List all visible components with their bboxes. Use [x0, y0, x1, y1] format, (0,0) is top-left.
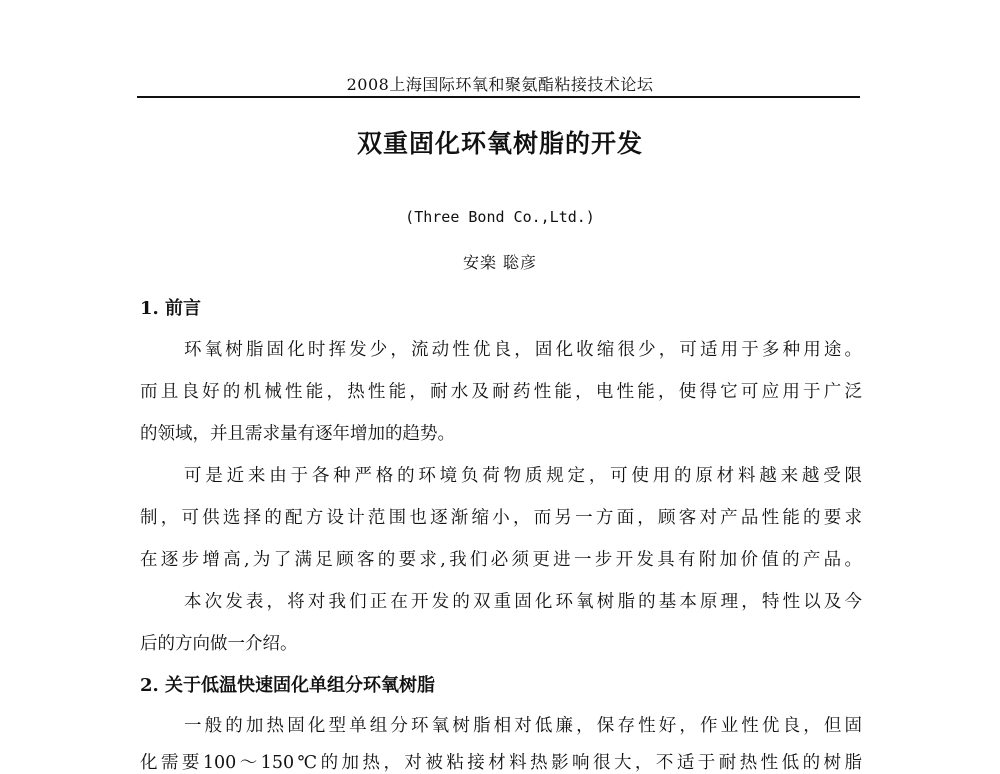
header-rule — [137, 96, 860, 98]
affiliation: (Three Bond Co.,Ltd.) — [405, 208, 595, 226]
running-header: 2008上海国际环氧和聚氨酯粘接技术论坛 — [346, 75, 654, 94]
section-heading-low-temp-curing: 2. 关于低温快速固化单组分环氧树脂 — [140, 675, 436, 696]
paragraph-line: 一般的加热固化型单组分环氧树脂相对低廉，保存性好，作业性优良，但固 — [184, 716, 862, 736]
section-heading-intro: 1. 前言 — [140, 298, 202, 319]
paragraph-line: 本次发表，将对我们正在开发的双重固化环氧树脂的基本原理，特性以及今 — [184, 592, 862, 612]
author-name: 安楽 聡彦 — [462, 253, 538, 272]
paragraph-line: 而且良好的机械性能，热性能，耐水及耐药性能，电性能，使得它可应用于广泛 — [140, 382, 862, 402]
paragraph-line: 制，可供选择的配方设计范围也逐渐缩小，而另一方面，顾客对产品性能的要求 — [140, 508, 862, 528]
paragraph-line: 可是近来由于各种严格的环境负荷物质规定，可使用的原材料越来越受限 — [184, 466, 862, 486]
paragraph-line: 环氧树脂固化时挥发少，流动性优良，固化收缩很少，可适用于多种用途。 — [184, 340, 862, 360]
paragraph-line: 的领域，并且需求量有逐年增加的趋势。 — [140, 424, 455, 444]
paragraph-line: 后的方向做一介绍。 — [140, 634, 298, 654]
paragraph-line: 化需要100～150℃的加热，对被粘接材料热影响很大，不适于耐热性低的树脂 — [140, 753, 862, 773]
paragraph-line: 在逐步增高,为了满足顾客的要求,我们必须更进一步开发具有附加价值的产品。 — [140, 550, 862, 570]
paper-title: 双重固化环氧树脂的开发 — [356, 129, 643, 158]
